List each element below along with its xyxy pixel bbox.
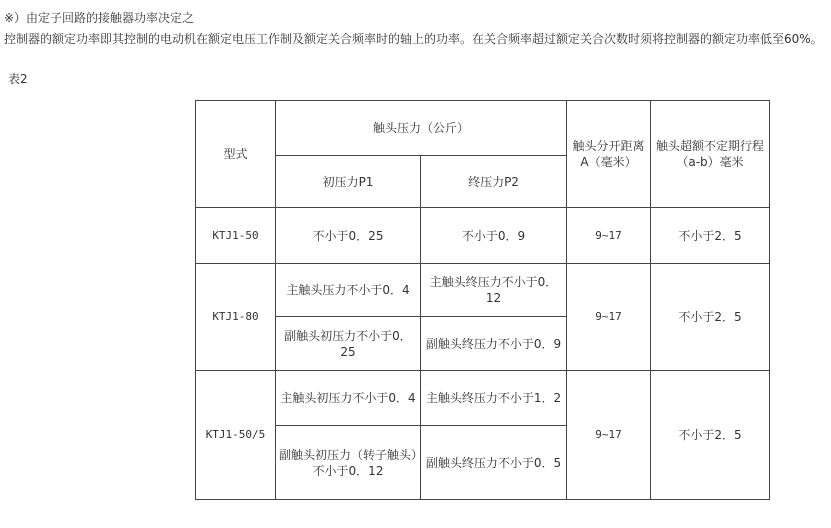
overtravel-cell: 不小于2．5 — [651, 208, 770, 264]
header-overtravel: 触头超额不定期行程（a-b）毫米 — [651, 101, 770, 208]
main-final-cell: 主触头终压力不小于0．12 — [421, 264, 567, 317]
model-cell: KTJ1-50 — [196, 208, 276, 264]
gap-cell: 9~17 — [567, 371, 651, 500]
header-model: 型式 — [196, 101, 276, 208]
table-row — [196, 371, 770, 426]
main-final-cell: 主触头终压力不小于1．2 — [421, 371, 567, 426]
table-label: 表2 — [8, 72, 28, 86]
header-final: 终压力P2 — [421, 156, 567, 208]
overtravel-cell: 不小于2．5 — [651, 371, 770, 500]
model-cell: KTJ1-80 — [196, 264, 276, 371]
overtravel-cell: 不小于2．5 — [651, 264, 770, 371]
gap-cell: 9~17 — [567, 208, 651, 264]
final-cell: 不小于0．9 — [421, 208, 567, 264]
table-row — [196, 208, 770, 264]
header-contact-pressure: 触头压力（公斤） — [276, 101, 567, 156]
table-row — [196, 264, 770, 317]
aux-final-cell: 副触头终压力不小于0．5 — [421, 426, 567, 500]
spec-table — [195, 100, 770, 500]
aux-final-cell: 副触头终压力不小于0．9 — [421, 317, 567, 371]
header-gap: 触头分开距离A（毫米） — [567, 101, 651, 208]
main-initial-cell: 主触头初压力不小于0．4 — [276, 371, 421, 426]
header-row — [196, 101, 770, 156]
main-initial-cell: 主触头压力不小于0．4 — [276, 264, 421, 317]
gap-cell: 9~17 — [567, 264, 651, 371]
description-text: 控制器的额定功率即其控制的电动机在额定电压工作制及额定关合频率时的轴上的功率。在关合频率超过额定关合次数时须将控制器的额定功率低至60%。 — [4, 32, 823, 46]
model-cell: KTJ1-50/5 — [196, 371, 276, 500]
aux-initial-cell: 副触头初压力（转子触头）不小于0．12 — [276, 426, 421, 500]
aux-initial-cell: 副触头初压力不小于0．25 — [276, 317, 421, 371]
header-initial: 初压力P1 — [276, 156, 421, 208]
note-text: ※）由定子回路的接触器功率决定之 — [4, 11, 195, 25]
initial-cell: 不小于0．25 — [276, 208, 421, 264]
